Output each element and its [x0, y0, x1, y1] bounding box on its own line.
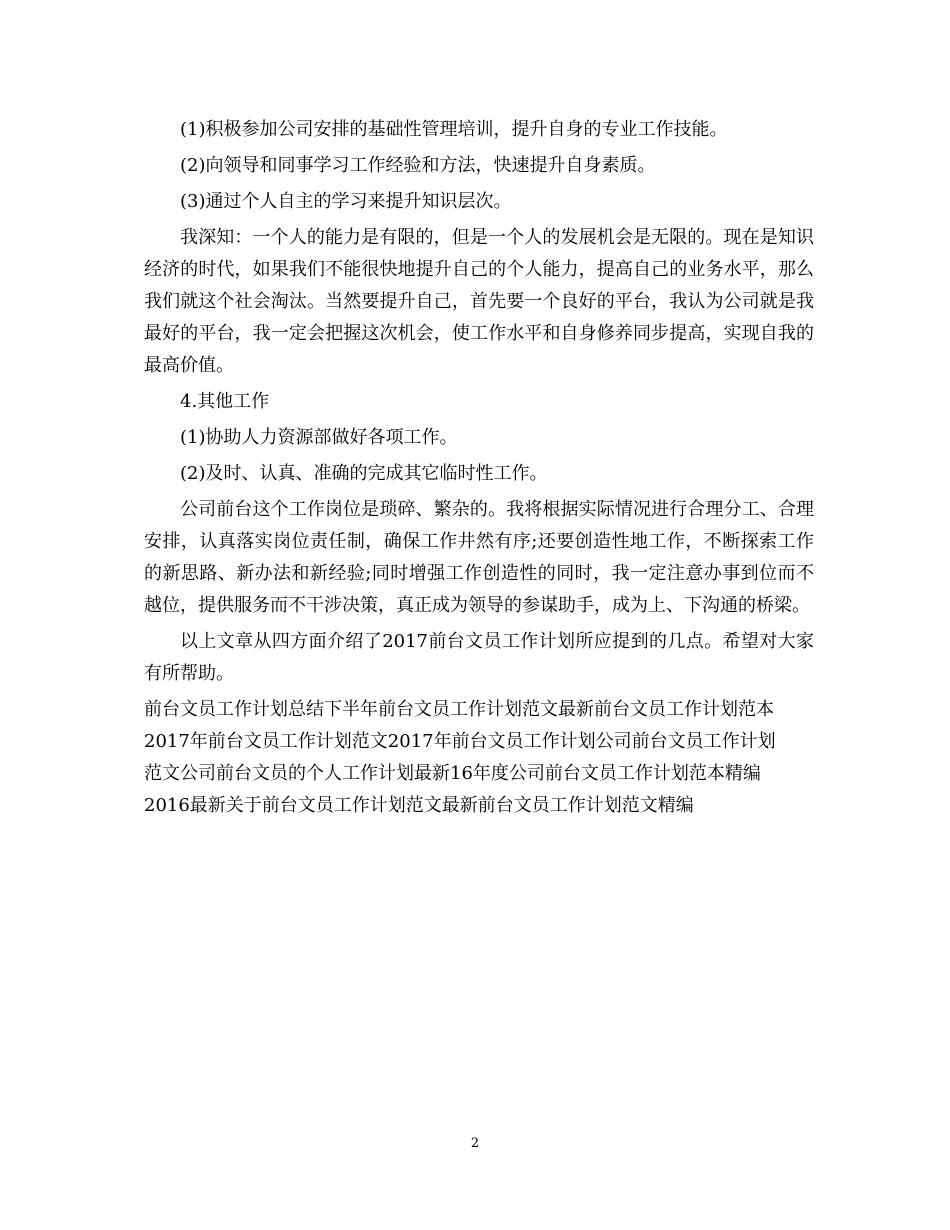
- paragraph-assist-hr: (1)协助人力资源部做好各项工作。: [180, 427, 458, 448]
- page-number: 2: [470, 1136, 480, 1151]
- related-articles: [144, 694, 814, 822]
- related-line: 前台文员工作计划总结下半年前台文员工作计划范文最新前台文员工作计划范本: [144, 699, 774, 720]
- related-line: 范文公司前台文员的个人工作计划最新16年度公司前台文员工作计划范本精编: [144, 763, 761, 784]
- section-heading-other-work: 4.其他工作: [180, 391, 270, 412]
- paragraph-training: (1)积极参加公司安排的基础性管理培训，提升自身的专业工作技能。: [180, 119, 728, 140]
- paragraph-learn-from-leaders: (2)向领导和同事学习工作经验和方法，快速提升自身素质。: [180, 155, 656, 176]
- related-line: 2017年前台文员工作计划范文2017年前台文员工作计划公司前台文员工作计划: [144, 731, 776, 752]
- paragraph-self-improvement: 我深知：一个人的能力是有限的，但是一个人的发展机会是无限的。现在是知识经济的时代，如果我们不能很快地提升自己的个人能力，提高自己的业务水平，那么我们就这个社会淘汰。当然要提升自己，首先要一个良好的平台，我认为公司就是我最好的平台，我一定会把握这次机会，使工作水平和自身修养同步提高，实现自我的最高价值。: [144, 227, 814, 376]
- paragraph-conclusion: 以上文章从四方面介绍了2017前台文员工作计划所应提到的几点。希望对大家有所帮助。: [144, 631, 814, 684]
- paragraph-front-desk-role: 公司前台这个工作岗位是琐碎、繁杂的。我将根据实际情况进行合理分工、合理安排，认真落实岗位责任制，确保工作井然有序;还要创造性地工作，不断探索工作的新思路、新办法和新经验;同时增强工作创造性的同时，我一定注意办事到位而不越位，提供服务而不干涉决策，真正成为领导的参谋助手，成为上、下沟通的桥梁。: [144, 499, 814, 616]
- paragraph-self-study: (3)通过个人自主的学习来提升知识层次。: [180, 191, 512, 212]
- related-line: 2016最新关于前台文员工作计划范文最新前台文员工作计划范文精编: [144, 795, 694, 816]
- paragraph-temporary-work: (2)及时、认真、准确的完成其它临时性工作。: [180, 463, 548, 484]
- document-body: [144, 114, 814, 822]
